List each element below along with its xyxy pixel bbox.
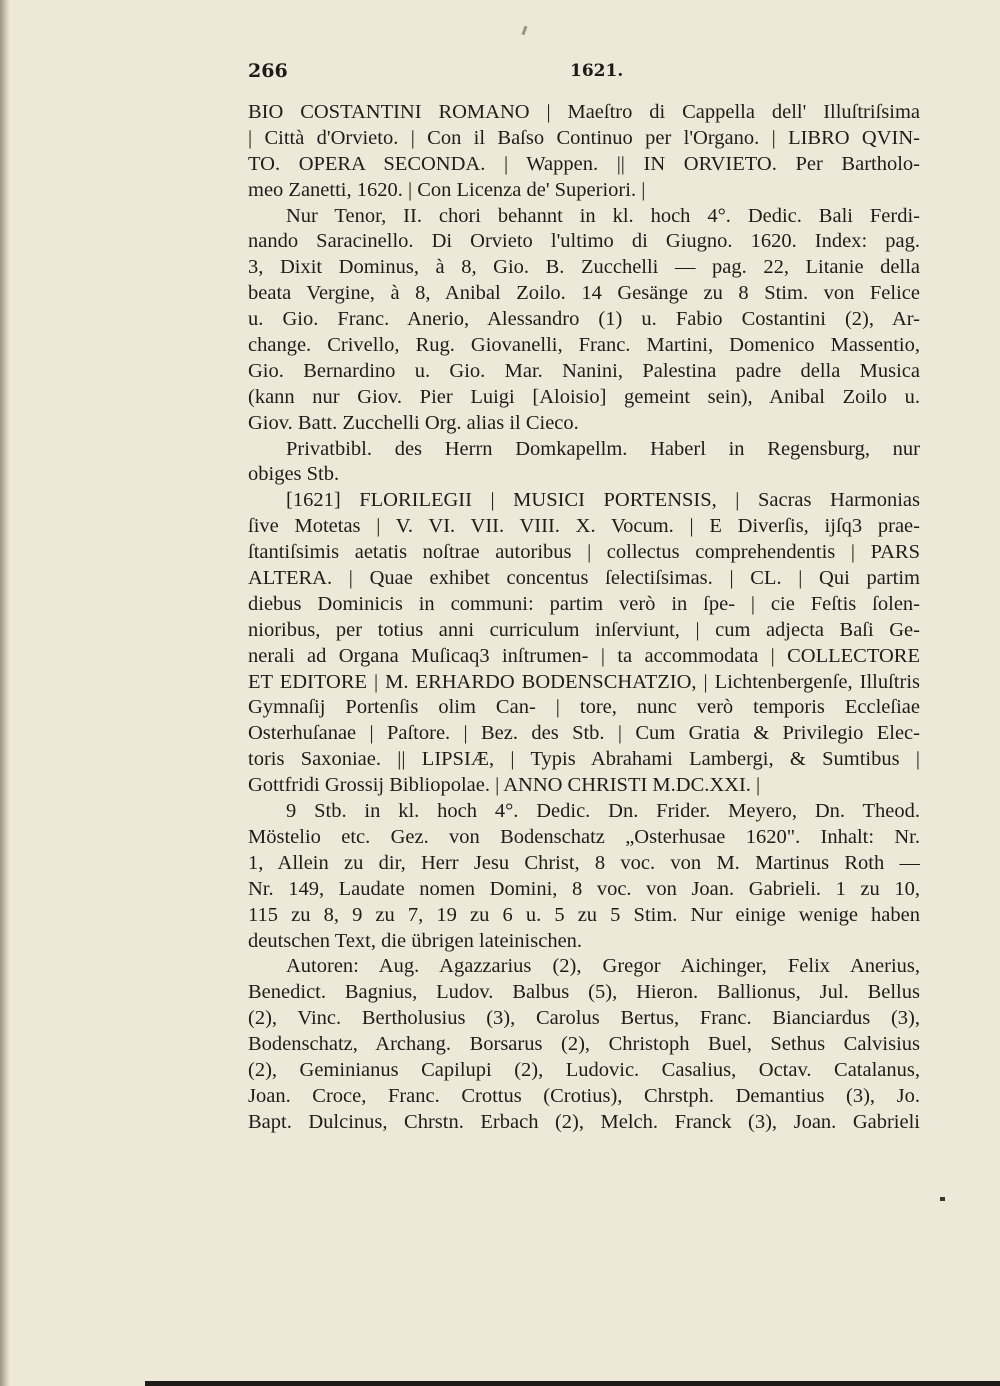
text-line: change. Crivello, Rug. Giovanelli, Franc. Martini, Domenico Massentio, [248, 334, 920, 357]
text-line: Joan. Croce, Franc. Crottus (Crotius), Chrstph. Demantius (3), Jo. [248, 1084, 920, 1107]
page-header [248, 60, 920, 90]
body-text [248, 100, 920, 1136]
text-line: meo Zanetti, 1620. | Con Licenza de' Superiori. | [248, 178, 646, 201]
text-line: deutschen Text, die übrigen lateinischen. [248, 929, 583, 952]
text-line: Osterhuſanae | Paſtore. | Bez. des Stb. | Cum Gratia & Privilegio Elec- [248, 722, 920, 745]
text-line: Nr. 149, Laudate nomen Domini, 8 voc. von Joan. Gabrieli. 1 zu 10, [248, 877, 920, 900]
text-line: TO. OPERA SECONDA. | Wappen. || IN ORVIETO. Per Bartholo- [248, 152, 920, 175]
text-line: Autoren: Aug. Agazzarius (2), Gregor Aichinger, Felix Anerius, [286, 955, 920, 978]
text-line: 3, Dixit Dominus, à 8, Gio. B. Zucchelli — pag. 22, Litanie della [248, 256, 920, 279]
text-line: 9 Stb. in kl. hoch 4°. Dedic. Dn. Frider. Meyero, Dn. Theod. [286, 800, 920, 823]
running-title: 1621. [570, 61, 624, 81]
text-line: BIO COSTANTINI ROMANO | Maeſtro di Cappella dell' Illuſtriſsima [248, 101, 920, 123]
text-line: nerali ad Organa Muſicaq3 inſtrumen- | ta accommodata | COLLECTORE [248, 644, 920, 667]
text-line: Bapt. Dulcinus, Chrstn. Erbach (2), Melch. Franck (3), Joan. Gabrieli [248, 1110, 920, 1133]
text-line: Privatbibl. des Herrn Domkapellm. Haberl in Regensburg, nur [286, 437, 920, 460]
text-line: ſive Motetas | V. VI. VII. VIII. X. Vocum. | E Diverſis, ijſq3 prae- [248, 515, 920, 538]
page-number: 266 [248, 60, 288, 82]
text-line: Nur Tenor, II. chori behannt in kl. hoch 4°. Dedic. Bali Ferdi- [286, 204, 920, 227]
text-line: obiges Stb. [248, 463, 340, 486]
text-line: Gymnaſij Portenſis olim Can- | tore, nunc verò temporis Eccleſiae [248, 696, 920, 719]
text-line: Gottfridi Grossij Bibliopolae. | ANNO CHRISTI M.DC.XXI. | [248, 774, 761, 797]
text-line: 1, Allein zu dir, Herr Jesu Christ, 8 voc. von M. Martinus Roth — [248, 851, 920, 874]
bottom-edge-rule [145, 1381, 1000, 1386]
text-line: [1621] FLORILEGII | MUSICI PORTENSIS, | Sacras Harmonias [286, 489, 920, 512]
text-line: (kann nur Giov. Pier Luigi [Aloisio] gemeint sein), Anibal Zoilo u. [248, 385, 920, 408]
text-line: ſtantiſsimis aetatis noſtrae autoribus | collectus comprehendentis | PARS [248, 541, 920, 564]
text-line: 115 zu 8, 9 zu 7, 19 zu 6 u. 5 zu 5 Stim. Nur einige wenige haben [248, 903, 920, 926]
text-line: nando Saracinello. Di Orvieto l'ultimo di Giugno. 1620. Index: pag. [248, 230, 920, 253]
text-line: Möstelio etc. Gez. von Bodenschatz „Osterhusae 1620". Inhalt: Nr. [248, 825, 920, 848]
text-line: (2), Geminianus Capilupi (2), Ludovic. Casalius, Octav. Catalanus, [248, 1058, 920, 1081]
text-line: nioribus, per totius anni curriculum inſerviunt, | cum adjecta Baſi Ge- [248, 618, 920, 641]
ink-mark [522, 26, 528, 35]
text-line: ALTERA. | Quae exhibet concentus ſelectiſsimas. | CL. | Qui partim [248, 567, 920, 590]
text-line: ET EDITORE | M. ERHARDO BODENSCHATZIO, | Lichtenbergenſe, Illuſtris [248, 670, 920, 693]
text-line: Benedict. Bagnius, Ludov. Balbus (5), Hieron. Ballionus, Jul. Bellus [248, 981, 920, 1004]
text-line: | Città d'Orvieto. | Con il Baſso Continuo per l'Organo. | LIBRO QVIN- [248, 126, 920, 149]
text-line: Giov. Batt. Zucchelli Org. alias il Cieco. [248, 411, 579, 434]
text-line: toris Saxoniae. || LIPSIÆ, | Typis Abrahami Lambergi, & Sumtibus | [248, 748, 920, 771]
text-line: (2), Vinc. Bertholusius (3), Carolus Bertus, Franc. Bianciardus (3), [248, 1007, 920, 1030]
text-line: u. Gio. Franc. Anerio, Alessandro (1) u. Fabio Costantini (2), Ar- [248, 308, 920, 331]
text-line: beata Vergine, à 8, Anibal Zoilo. 14 Gesänge zu 8 Stim. von Felice [248, 282, 920, 305]
page-gutter-shadow [0, 0, 10, 1386]
text-line: diebus Dominicis in communi: partim verò in ſpe- | cie Feſtis ſolen- [248, 592, 920, 615]
text-line: Bodenschatz, Archang. Borsarus (2), Christoph Buel, Sethus Calvisius [248, 1033, 920, 1056]
text-line: Gio. Bernardino u. Gio. Mar. Nanini, Palestina padre della Musica [248, 359, 920, 382]
ink-dot [940, 1197, 945, 1201]
